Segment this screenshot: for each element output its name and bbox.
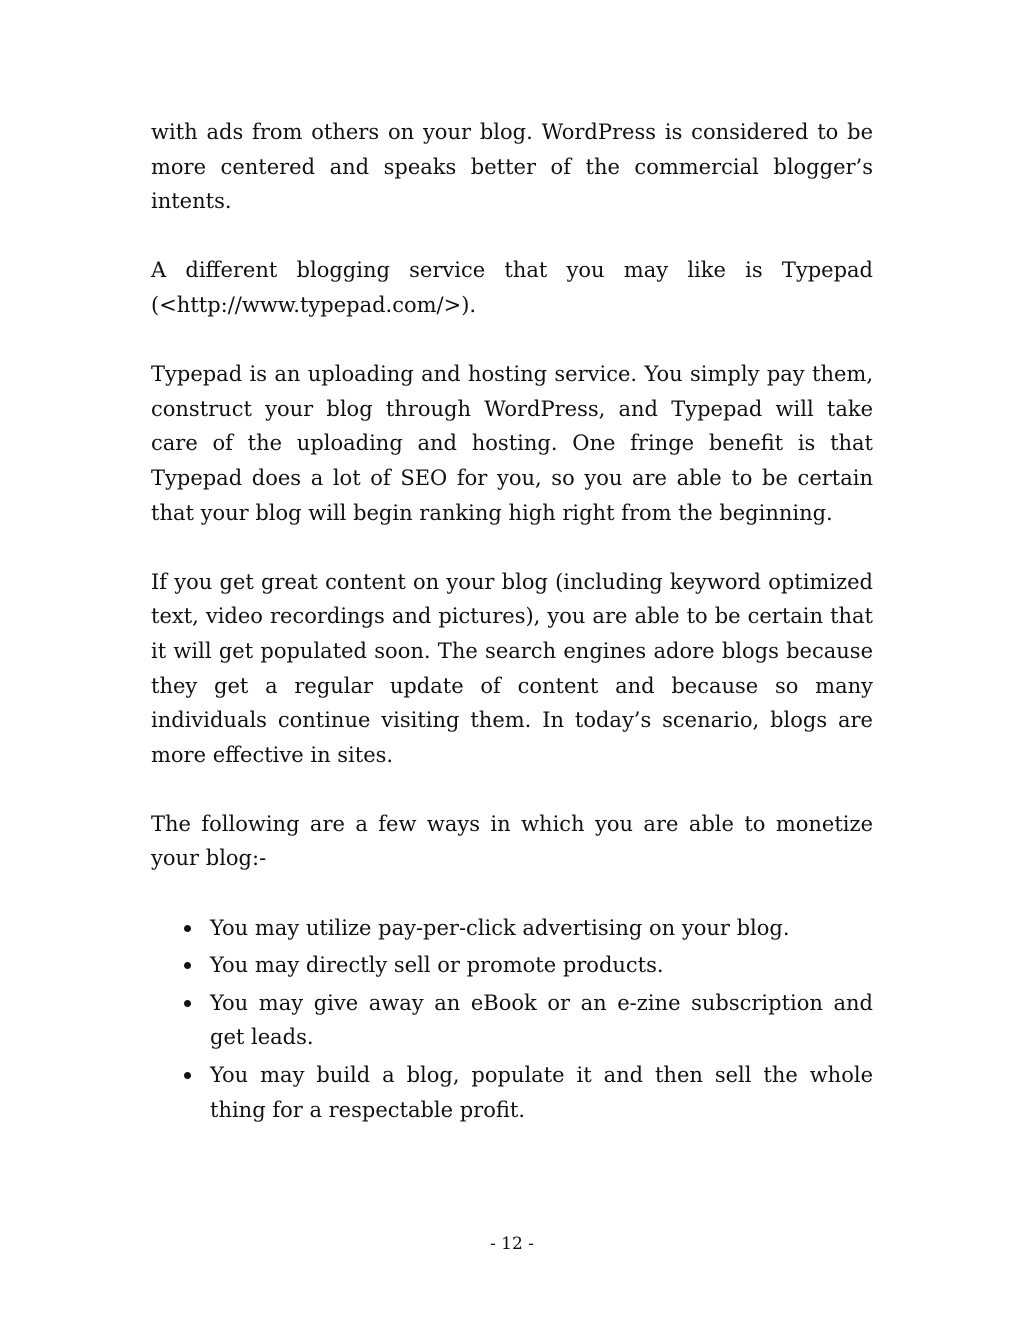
paragraph-typepad-intro: A different blogging service that you may like is Typepad (<http://www.typepad.com/>). <box>151 258 873 317</box>
monetize-list <box>151 911 873 1128</box>
paragraph-great-content: If you get great content on your blog (including keyword optimized text, video recordings and pictures), you are able to be certain that it will get populated soon. The search engines adore blogs because they get a regular update of content and because so many individuals continue visiting them. In today’s scenario, blogs are more effective in sites. <box>151 569 873 767</box>
bullet-icon <box>184 1000 191 1007</box>
paragraph-wordpress-ads: with ads from others on your blog. WordPress is considered to be more centered and speaks better of the commercial blogger’s intents. <box>151 120 873 214</box>
list-item <box>210 911 873 946</box>
page-number: - 12 - <box>490 1234 534 1254</box>
list-item-text: You may directly sell or promote products. <box>210 953 664 978</box>
paragraph-monetize-intro: The following are a few ways in which you are able to monetize your blog:- <box>151 811 873 871</box>
bullet-icon <box>184 1072 191 1079</box>
list-item-text: You may build a blog, populate it and then sell the whole thing for a respectable profit. <box>210 1063 873 1122</box>
list-item <box>210 986 873 1055</box>
page-body <box>151 115 873 1130</box>
bullet-icon <box>184 925 191 932</box>
bullet-icon <box>184 962 191 969</box>
list-item-text: You may give away an eBook or an e-zine subscription and get leads. <box>210 990 873 1050</box>
list-item <box>210 1058 873 1127</box>
list-item-text: You may utilize pay-per-click advertising on your blog. <box>210 915 790 940</box>
paragraph-typepad-hosting: Typepad is an uploading and hosting service. You simply pay them, construct your blog through WordPress, and Typepad will take care of the uploading and hosting. One fringe benefit is that Typepad does a lot of SEO for you, so you are able to be certain that your blog will begin ranking high right from the beginning. <box>151 362 873 525</box>
list-item <box>210 948 873 983</box>
